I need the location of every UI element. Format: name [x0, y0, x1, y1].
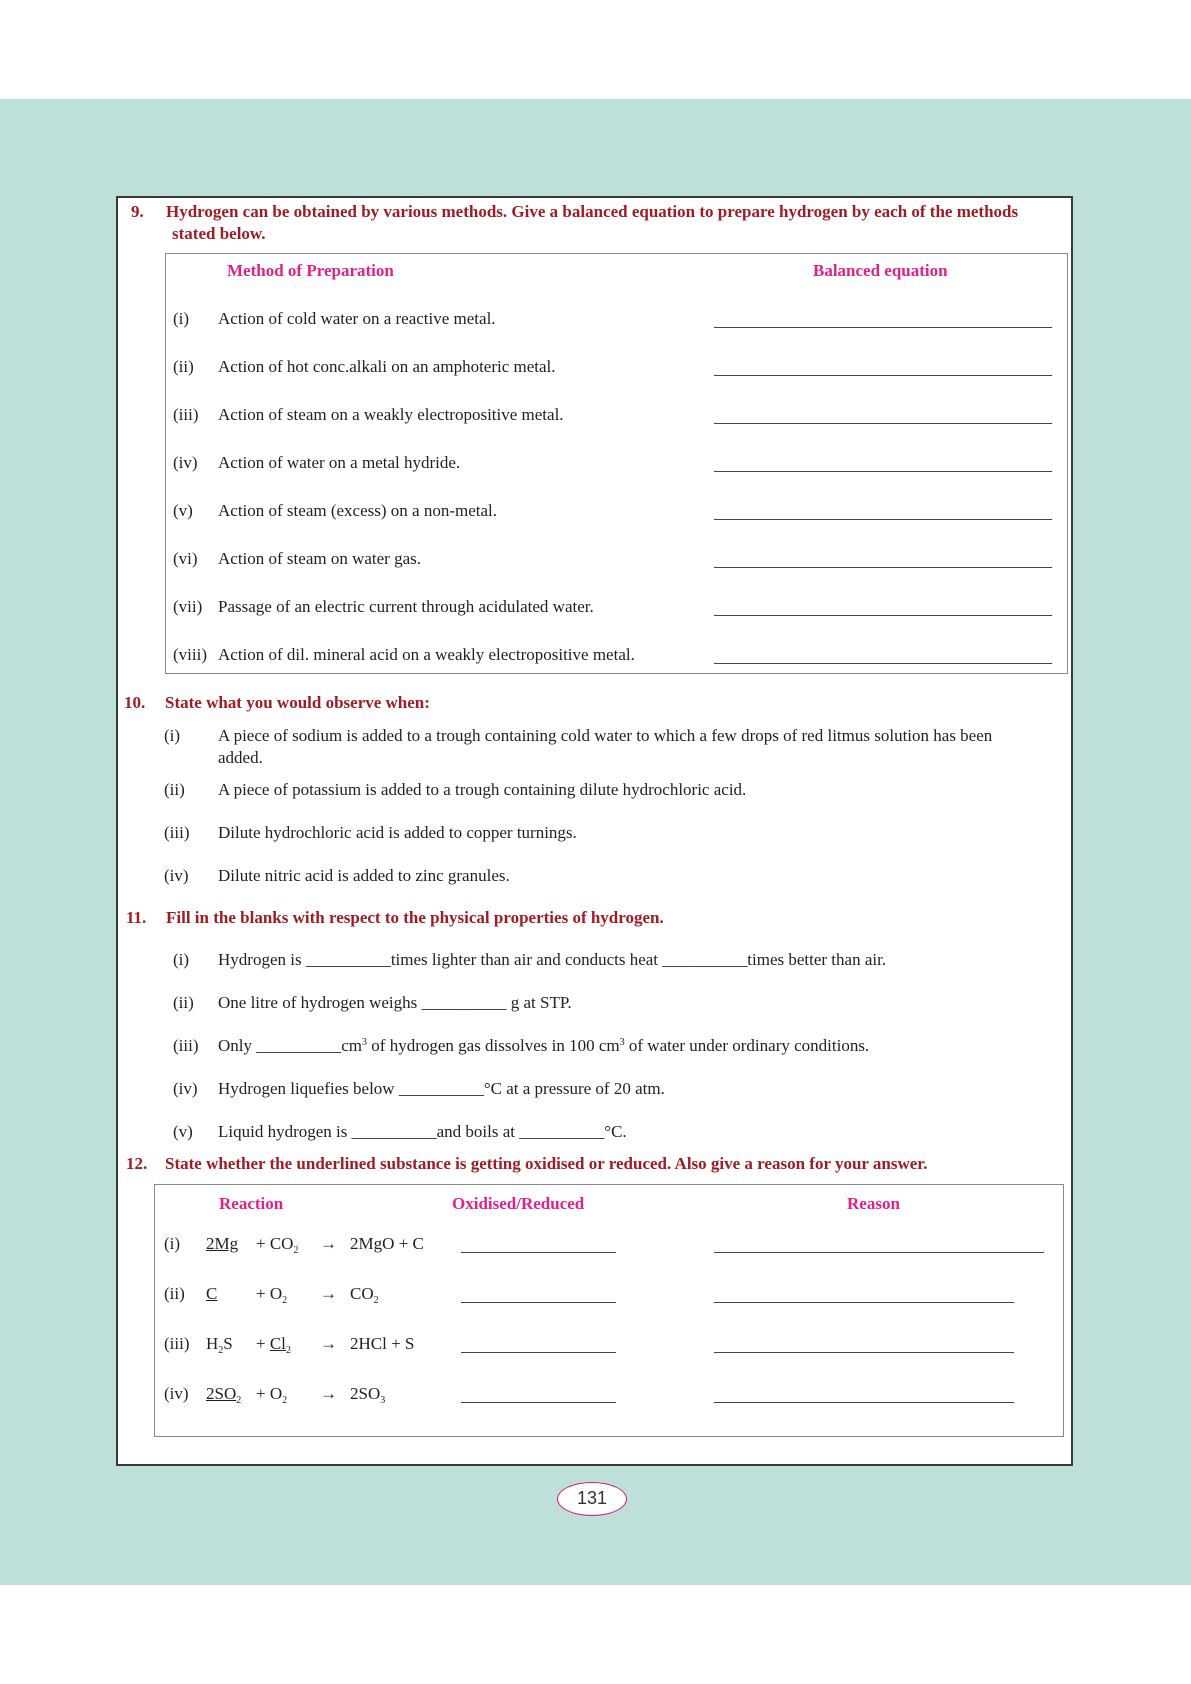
fill-blank[interactable]: __________	[398, 1079, 484, 1098]
q9-item-num: (v)	[173, 501, 193, 520]
fill-blank[interactable]: __________	[421, 993, 507, 1012]
q11-item-num: (iv)	[173, 1079, 198, 1098]
answer-line[interactable]	[714, 327, 1052, 328]
q9-item-text: Passage of an electric current through acidulated water.	[218, 597, 594, 616]
q10-number: 10.	[124, 693, 146, 712]
product: 2MgO + C	[350, 1234, 424, 1253]
q11-item-num: (iii)	[173, 1036, 199, 1055]
q12-text: State whether the underlined substance is getting oxidised or reduced. Also give a reason for your answer.	[165, 1154, 928, 1173]
q9-text: Hydrogen can be obtained by various methods. Give a balanced equation to prepare hydrogen by each of the methods	[166, 202, 1019, 221]
q11-item-text: One litre of hydrogen weighs __________ g at STP.	[218, 993, 572, 1012]
q11-item-text: Hydrogen liquefies below __________°C at a pressure of 20 atm.	[218, 1079, 665, 1098]
fill-blank[interactable]: __________	[662, 950, 748, 969]
q9-item-num: (i)	[173, 309, 190, 328]
oxred-answer-line[interactable]	[461, 1352, 616, 1353]
reactant-underlined: + $Cl_2$	[256, 1334, 291, 1356]
q12-row-num: (i)	[164, 1234, 181, 1253]
answer-line[interactable]	[714, 567, 1052, 568]
oxred-answer-line[interactable]	[461, 1252, 616, 1253]
answer-line[interactable]	[714, 615, 1052, 616]
q12-table	[154, 1184, 1064, 1437]
q9-item-num: (iv)	[173, 453, 198, 472]
q10-item-num: (i)	[164, 726, 181, 745]
q12-row-num: (iv)	[164, 1384, 189, 1403]
fill-blank[interactable]: __________	[519, 1122, 605, 1141]
reason-answer-line[interactable]	[714, 1252, 1044, 1253]
q9-item-text: Action of steam on water gas.	[218, 549, 421, 568]
reactant-2: + $CO_2$	[256, 1234, 299, 1256]
q10-item-text: Dilute nitric acid is added to zinc granules.	[218, 866, 510, 885]
q12-col-reaction: Reaction	[219, 1194, 284, 1213]
q12-col-oxred: Oxidised/Reduced	[452, 1194, 585, 1213]
q9-item-text: Action of hot conc.alkali on an amphoteric metal.	[218, 357, 556, 376]
product: 2HCl + S	[350, 1334, 415, 1353]
q10-item-text: A piece of sodium is added to a trough containing cold water to which a few drops of red litmus solution has been	[218, 726, 993, 745]
reactant-underlined: $2SO_2$	[206, 1384, 242, 1406]
q9-item-num: (ii)	[173, 357, 194, 376]
reactant-2: + $O_2$	[256, 1384, 288, 1406]
q9-item-text: Action of dil. mineral acid on a weakly electropositive metal.	[218, 645, 635, 664]
answer-line[interactable]	[714, 519, 1052, 520]
fill-blank[interactable]: __________	[305, 950, 391, 969]
q9-col-equation: Balanced equation	[813, 261, 948, 280]
q9-item-num: (vii)	[173, 597, 203, 616]
q9-item-text: Action of steam (excess) on a non-metal.	[218, 501, 497, 520]
q11-item-text: Liquid hydrogen is __________and boils at __________°C.	[218, 1122, 627, 1141]
answer-line[interactable]	[714, 375, 1052, 376]
oxred-answer-line[interactable]	[461, 1402, 616, 1403]
q10-item-num: (iii)	[164, 823, 190, 842]
answer-line[interactable]	[714, 663, 1052, 664]
fill-blank[interactable]: __________	[256, 1036, 342, 1055]
reaction-arrow: →	[320, 1234, 337, 1253]
q10-item-text-cont: added.	[218, 748, 263, 767]
q9-item-num: (iii)	[173, 405, 199, 424]
page-number: 131	[557, 1482, 627, 1516]
oxred-answer-line[interactable]	[461, 1302, 616, 1303]
q9-item-num: (vi)	[173, 549, 198, 568]
q12-col-reason: Reason	[847, 1194, 900, 1213]
q11-item-num: (i)	[173, 950, 190, 969]
product: $CO_2$	[350, 1284, 379, 1306]
answer-line[interactable]	[714, 471, 1052, 472]
q12-row-num: (iii)	[164, 1334, 190, 1353]
q11-item-num: (ii)	[173, 993, 194, 1012]
q11-item-text: Hydrogen is __________times lighter than air and conducts heat __________times better than air.	[218, 950, 887, 969]
q10-text: State what you would observe when:	[165, 693, 430, 712]
fill-blank[interactable]: __________	[351, 1122, 437, 1141]
q9-number: 9.	[131, 202, 144, 221]
q10-item-text: A piece of potassium is added to a trough containing dilute hydrochloric acid.	[218, 780, 747, 799]
product: $2SO_3$	[350, 1384, 386, 1406]
q11-number: 11.	[126, 908, 147, 927]
reaction-arrow: →	[320, 1334, 337, 1353]
q9-item-num: (viii)	[173, 645, 207, 664]
q9-text-cont: stated below.	[172, 224, 266, 243]
q10-item-num: (ii)	[164, 780, 185, 799]
q11-item-text: Only $\_\_\_\_\_\_\_\_\_\_cm^3$ of hydrogen gas dissolves in 100 $cm^3$ of water under ordinary conditions.	[218, 1036, 870, 1055]
reason-answer-line[interactable]	[714, 1352, 1014, 1353]
q12-row-num: (ii)	[164, 1284, 185, 1303]
reaction-arrow: →	[320, 1384, 337, 1403]
reactant-2: + $O_2$	[256, 1284, 288, 1306]
q9-item-text: Action of steam on a weakly electropositive metal.	[218, 405, 564, 424]
reactant-1: $H_2S$	[206, 1334, 233, 1356]
q9-item-text: Action of water on a metal hydride.	[218, 453, 461, 472]
q11-text: Fill in the blanks with respect to the physical properties of hydrogen.	[166, 908, 664, 927]
reaction-arrow: →	[320, 1284, 337, 1303]
answer-line[interactable]	[714, 423, 1052, 424]
q12-number: 12.	[126, 1154, 148, 1173]
reactant-underlined: C	[206, 1284, 218, 1303]
reason-answer-line[interactable]	[714, 1302, 1014, 1303]
q10-item-text: Dilute hydrochloric acid is added to copper turnings.	[218, 823, 577, 842]
reactant-underlined: 2Mg	[206, 1234, 239, 1253]
reason-answer-line[interactable]	[714, 1402, 1014, 1403]
q9-col-method: Method of Preparation	[227, 261, 394, 280]
q9-item-text: Action of cold water on a reactive metal.	[218, 309, 496, 328]
q10-item-num: (iv)	[164, 866, 189, 885]
q11-item-num: (v)	[173, 1122, 193, 1141]
